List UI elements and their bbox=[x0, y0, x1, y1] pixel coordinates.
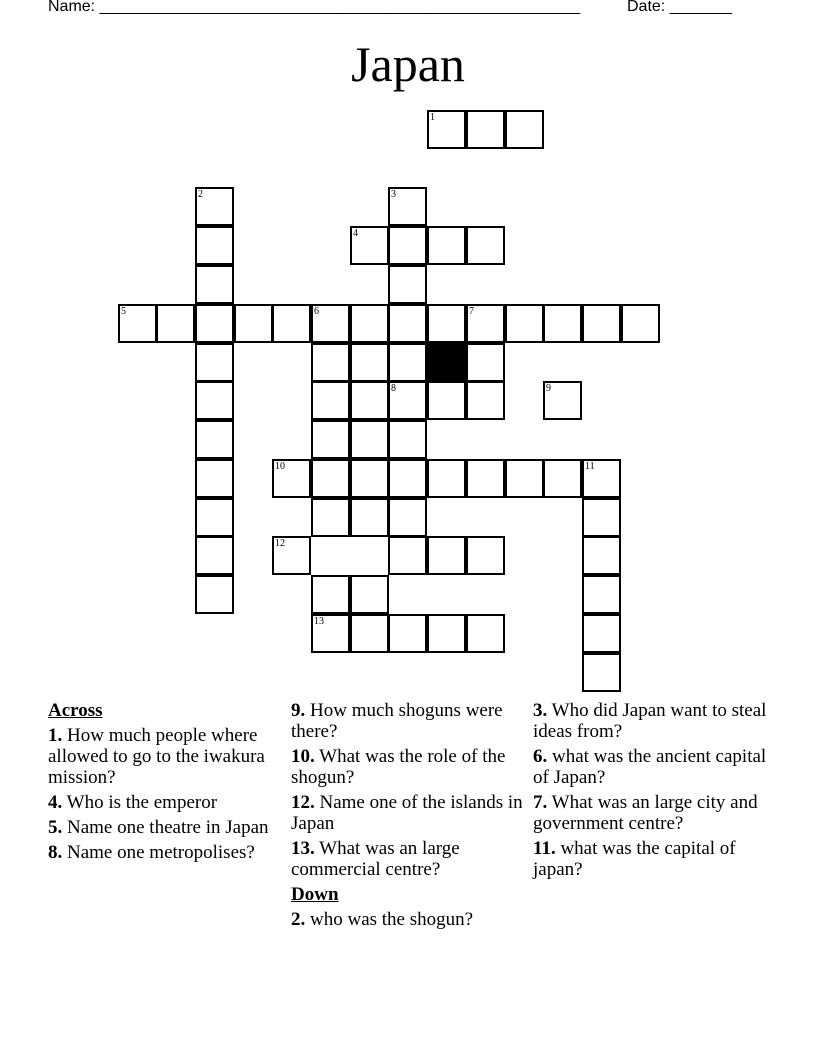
clue-number: 12 bbox=[275, 538, 285, 549]
grid-cell[interactable] bbox=[195, 304, 234, 343]
grid-cell[interactable] bbox=[388, 459, 427, 498]
clue-text: What was an large commercial centre? bbox=[291, 838, 460, 880]
clue-item bbox=[533, 792, 773, 834]
grid-cell[interactable] bbox=[582, 575, 621, 614]
clue-number: 1 bbox=[430, 112, 435, 123]
grid-cell[interactable] bbox=[505, 110, 544, 149]
clue-number-label: 9. bbox=[291, 700, 306, 721]
grid-cell[interactable] bbox=[350, 381, 389, 420]
grid-cell[interactable] bbox=[350, 575, 389, 614]
clue-item bbox=[533, 746, 773, 788]
clue-number: 13 bbox=[314, 616, 324, 627]
grid-cell[interactable] bbox=[350, 226, 389, 265]
grid-cell[interactable] bbox=[388, 614, 427, 653]
clue-number: 6 bbox=[314, 306, 319, 317]
grid-cell[interactable] bbox=[582, 459, 621, 498]
clue-item bbox=[291, 909, 531, 930]
clue-number-label: 6. bbox=[533, 746, 548, 767]
clue-number-label: 2. bbox=[291, 909, 306, 930]
grid-cell[interactable] bbox=[466, 110, 505, 149]
grid-cell[interactable] bbox=[427, 614, 466, 653]
grid-cell[interactable] bbox=[466, 381, 505, 420]
grid-cell[interactable] bbox=[350, 420, 389, 459]
clue-item bbox=[48, 725, 288, 788]
grid-cell[interactable] bbox=[582, 653, 621, 692]
clue-number-label: 3. bbox=[533, 700, 548, 721]
grid-cell[interactable] bbox=[427, 304, 466, 343]
clue-item bbox=[48, 817, 288, 838]
clue-number: 7 bbox=[469, 306, 474, 317]
grid-cell[interactable] bbox=[156, 304, 195, 343]
clue-item bbox=[48, 842, 288, 863]
grid-cell[interactable] bbox=[195, 498, 234, 537]
grid-cell[interactable] bbox=[543, 304, 582, 343]
grid-cell[interactable] bbox=[195, 265, 234, 304]
clue-number: 5 bbox=[121, 306, 126, 317]
clues-column-1 bbox=[48, 700, 288, 867]
clues-column-2 bbox=[291, 700, 531, 934]
grid-cell[interactable] bbox=[582, 304, 621, 343]
grid-cell[interactable] bbox=[388, 226, 427, 265]
section-heading: Down bbox=[291, 884, 339, 905]
grid-cell[interactable] bbox=[311, 575, 350, 614]
grid-cell[interactable] bbox=[388, 304, 427, 343]
grid-cell[interactable] bbox=[195, 381, 234, 420]
clue-number: 11 bbox=[585, 461, 595, 472]
grid-cell[interactable] bbox=[466, 226, 505, 265]
grid-cell[interactable] bbox=[195, 187, 234, 226]
clue-text: what was the capital of japan? bbox=[533, 838, 736, 880]
grid-cell[interactable] bbox=[388, 536, 427, 575]
grid-cell[interactable] bbox=[505, 459, 544, 498]
clue-text: who was the shogun? bbox=[310, 909, 474, 930]
grid-cell[interactable] bbox=[272, 536, 311, 575]
grid-cell[interactable] bbox=[311, 420, 350, 459]
clue-number-label: 13. bbox=[291, 838, 315, 859]
grid-cell[interactable] bbox=[350, 304, 389, 343]
clue-number-label: 11. bbox=[533, 838, 556, 859]
grid-cell[interactable] bbox=[427, 536, 466, 575]
grid-cell[interactable] bbox=[388, 498, 427, 537]
clue-number: 2 bbox=[198, 189, 203, 200]
grid-cell[interactable] bbox=[311, 459, 350, 498]
clue-text: What was an large city and government centre? bbox=[533, 792, 758, 834]
grid-cell[interactable] bbox=[195, 459, 234, 498]
grid-cell[interactable] bbox=[505, 304, 544, 343]
grid-cell[interactable] bbox=[195, 575, 234, 614]
grid-cell[interactable] bbox=[466, 459, 505, 498]
grid-cell[interactable] bbox=[543, 381, 582, 420]
clue-item bbox=[291, 792, 531, 834]
clue-item bbox=[533, 838, 773, 880]
clue-text: How much people where allowed to go to the iwakura mission? bbox=[48, 725, 265, 788]
grid-cell[interactable] bbox=[272, 459, 311, 498]
clue-number: 3 bbox=[391, 189, 396, 200]
grid-cell[interactable] bbox=[543, 459, 582, 498]
grid-cell[interactable] bbox=[427, 381, 466, 420]
clue-number-label: 4. bbox=[48, 792, 63, 813]
grid-cell[interactable] bbox=[311, 381, 350, 420]
clue-number: 10 bbox=[275, 461, 285, 472]
grid-cell[interactable] bbox=[466, 614, 505, 653]
grid-cell[interactable] bbox=[388, 381, 427, 420]
grid-cell[interactable] bbox=[427, 459, 466, 498]
grid-cell[interactable] bbox=[118, 304, 157, 343]
grid-cell[interactable] bbox=[466, 343, 505, 382]
grid-cell[interactable] bbox=[582, 536, 621, 575]
clue-text: what was the ancient capital of Japan? bbox=[533, 746, 767, 788]
grid-cell[interactable] bbox=[272, 304, 311, 343]
grid-cell[interactable] bbox=[195, 226, 234, 265]
clue-number: 8 bbox=[391, 383, 396, 394]
grid-cell[interactable] bbox=[388, 420, 427, 459]
clue-item bbox=[291, 838, 531, 880]
grid-cell[interactable] bbox=[388, 187, 427, 226]
grid-cell[interactable] bbox=[388, 343, 427, 382]
grid-cell[interactable] bbox=[350, 459, 389, 498]
page-title: Japan bbox=[351, 36, 465, 92]
clue-item bbox=[291, 746, 531, 788]
grid-cell[interactable] bbox=[311, 343, 350, 382]
grid-cell[interactable] bbox=[621, 304, 660, 343]
grid-cell[interactable] bbox=[311, 614, 350, 653]
grid-cell[interactable] bbox=[195, 420, 234, 459]
grid-cell[interactable] bbox=[234, 304, 273, 343]
grid-cell[interactable] bbox=[582, 498, 621, 537]
clue-item bbox=[48, 792, 288, 813]
black-cell bbox=[427, 343, 466, 382]
clue-number-label: 7. bbox=[533, 792, 548, 813]
clue-item bbox=[291, 700, 531, 742]
grid-cell[interactable] bbox=[311, 304, 350, 343]
clue-number-label: 8. bbox=[48, 842, 63, 863]
clue-number-label: 1. bbox=[48, 725, 63, 746]
clue-number-label: 10. bbox=[291, 746, 315, 767]
grid-cell[interactable] bbox=[388, 265, 427, 304]
grid-cell[interactable] bbox=[350, 498, 389, 537]
clue-number: 9 bbox=[546, 383, 551, 394]
name-field-label: Name: ______________________________________________________ bbox=[48, 0, 581, 15]
grid-cell[interactable] bbox=[195, 536, 234, 575]
clue-text: Name one metropolises? bbox=[67, 842, 255, 863]
grid-cell[interactable] bbox=[582, 614, 621, 653]
grid-cell[interactable] bbox=[350, 614, 389, 653]
clue-text: What was the role of the shogun? bbox=[291, 746, 506, 788]
grid-cell[interactable] bbox=[427, 110, 466, 149]
clue-text: Name one theatre in Japan bbox=[67, 817, 269, 838]
grid-cell[interactable] bbox=[427, 226, 466, 265]
section-heading: Across bbox=[48, 700, 103, 721]
date-field-label: Date: _______ bbox=[627, 0, 732, 15]
clue-number: 4 bbox=[353, 228, 358, 239]
clue-text: Who is the emperor bbox=[66, 792, 218, 813]
clue-text: How much shoguns were there? bbox=[291, 700, 503, 742]
clue-number-label: 5. bbox=[48, 817, 63, 838]
clue-item bbox=[533, 700, 773, 742]
clue-text: Who did Japan want to steal ideas from? bbox=[533, 700, 767, 742]
grid-cell[interactable] bbox=[350, 343, 389, 382]
grid-cell[interactable] bbox=[466, 536, 505, 575]
clue-text: Name one of the islands in Japan bbox=[291, 792, 523, 834]
grid-cell[interactable] bbox=[466, 304, 505, 343]
clue-number-label: 12. bbox=[291, 792, 315, 813]
clues-column-3 bbox=[533, 700, 773, 884]
grid-cell[interactable] bbox=[311, 498, 350, 537]
grid-cell[interactable] bbox=[195, 343, 234, 382]
